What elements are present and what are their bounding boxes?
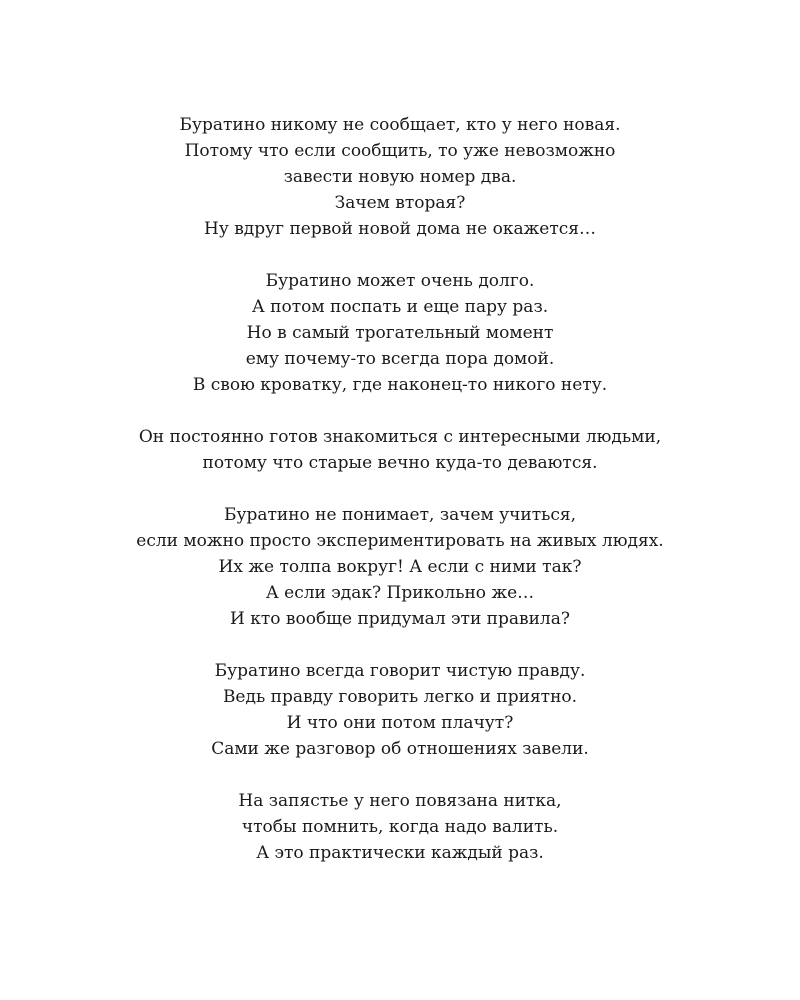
poem-line: Потому что если сообщить, то уже невозможно: [184, 141, 616, 161]
poem-line: ему почему-то всегда пора домой.: [245, 349, 555, 369]
poem-text: [0, 112, 800, 866]
poem-line: потому что старые вечно куда-то деваются.: [202, 453, 598, 473]
poem-line: завести новую номер два.: [283, 167, 517, 187]
poem-line: если можно просто экспериментировать на живых людях.: [136, 531, 664, 551]
stanza-2: [0, 268, 800, 398]
stanza-5: [0, 658, 800, 762]
poem-line: Буратино не понимает, зачем учиться,: [223, 505, 577, 525]
stanza-4: [0, 502, 800, 632]
poem-line: И кто вообще придумал эти правила?: [230, 609, 570, 629]
poem-line: Ведь правду говорить легко и приятно.: [222, 687, 578, 707]
poem-line: чтобы помнить, когда надо валить.: [241, 817, 559, 837]
stanza-6: [0, 788, 800, 866]
poem-line: Буратино всегда говорит чистую правду.: [214, 661, 586, 681]
poem-line: В свою кроватку, где наконец-то никого нету.: [192, 375, 608, 395]
poem-line: Ну вдруг первой новой дома не окажется…: [204, 219, 596, 239]
poem-line: На запястье у него повязана нитка,: [238, 791, 562, 811]
poem-line: А это практически каждый раз.: [256, 843, 544, 863]
stanza-1: [0, 112, 800, 242]
poem-line: Буратино может очень долго.: [265, 271, 535, 291]
poem-line: Он постоянно готов знакомиться с интересными людьми,: [138, 427, 662, 447]
poem-line: Сами же разговор об отношениях завели.: [211, 739, 589, 759]
stanza-3: [0, 424, 800, 476]
poem-line: Но в самый трогательный момент: [246, 323, 554, 343]
poem-line: Буратино никому не сообщает, кто у него новая.: [179, 115, 621, 135]
poem-line: А если эдак? Прикольно же…: [265, 583, 535, 603]
poem-line: А потом поспать и еще пару раз.: [251, 297, 549, 317]
poem-line: Зачем вторая?: [334, 193, 466, 213]
poem-line: И что они потом плачут?: [286, 713, 514, 733]
poem-line: Их же толпа вокруг! А если с ними так?: [218, 557, 582, 577]
